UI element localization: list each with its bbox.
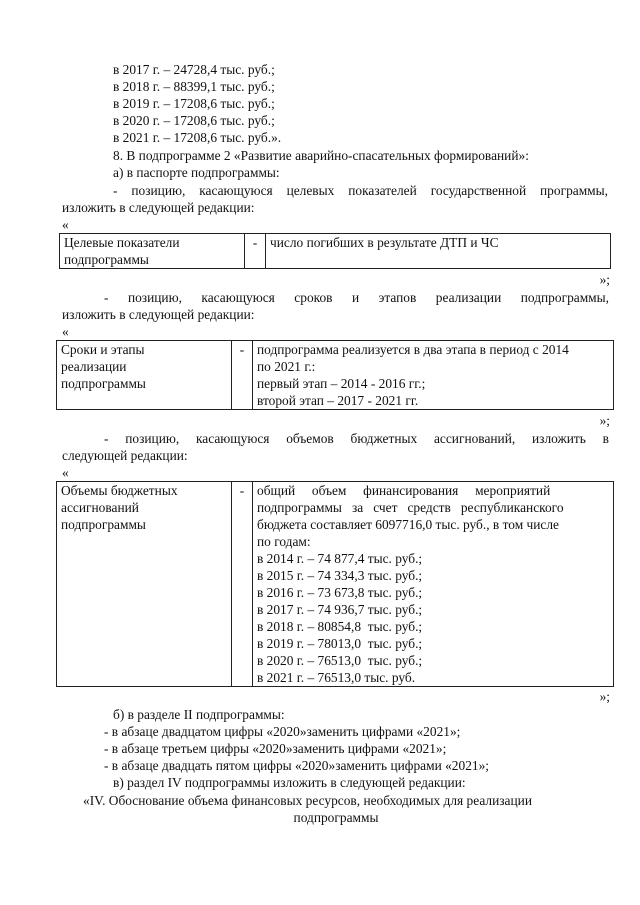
label-line: реализации bbox=[61, 359, 127, 374]
sub-item-a: а) в паспорте подпрограммы: bbox=[113, 165, 280, 180]
label-line: Объемы бюджетных bbox=[61, 483, 178, 498]
terms-intro-line1: - позицию, касающуюся сроков и этапов реализации подпрограммы, bbox=[104, 290, 609, 305]
value-line: в 2019 г. – 78013,0 тыс. руб.; bbox=[257, 636, 423, 651]
section-heading-line2: подпрограммы bbox=[293, 810, 379, 825]
value-cell bbox=[253, 341, 614, 410]
value-text: число погибших в результате ДТП и ЧС bbox=[270, 235, 499, 250]
intro-line: в 2021 г. – 17208,6 тыс. руб.». bbox=[113, 130, 282, 145]
sub-item-v: в) раздел IV подпрограммы изложить в следующей редакции: bbox=[113, 775, 466, 790]
terms-intro-line2: изложить в следующей редакции: bbox=[62, 307, 255, 322]
target-intro-line1: - позицию, касающуюся целевых показателей государственной программы, bbox=[113, 183, 608, 198]
dash-cell bbox=[232, 482, 253, 687]
value-line: второй этап – 2017 - 2021 гг. bbox=[257, 393, 419, 408]
intro-line: в 2017 г. – 24728,4 тыс. руб.; bbox=[113, 62, 275, 77]
intro-line: в 2018 г. – 88399,1 тыс. руб.; bbox=[113, 79, 275, 94]
target-indicators-table bbox=[59, 233, 611, 269]
target-intro-line2: изложить в следующей редакции: bbox=[62, 200, 255, 215]
budget-volumes-table bbox=[56, 481, 614, 687]
label-cell bbox=[60, 234, 245, 269]
value-line: по годам: bbox=[257, 534, 311, 549]
value-cell bbox=[266, 234, 611, 269]
label-cell bbox=[57, 482, 232, 687]
label-line: подпрограммы bbox=[61, 517, 146, 532]
value-line: общий объем финансирования мероприятий bbox=[257, 483, 551, 498]
b-item: - в абзаце двадцать пятом цифры «2020»заменить цифрами «2021»; bbox=[104, 758, 490, 773]
value-line: в 2020 г. – 76513,0 тыс. руб.; bbox=[257, 653, 423, 668]
value-line: в 2015 г. – 74 334,3 тыс. руб.; bbox=[257, 568, 423, 583]
open-quote: « bbox=[62, 465, 69, 480]
dash-cell bbox=[232, 341, 253, 410]
section-heading-line1: «IV. Обоснование объема финансовых ресурсов, необходимых для реализации bbox=[83, 793, 532, 808]
point-8: 8. В подпрограмме 2 «Развитие аварийно-спасательных формирований»: bbox=[113, 148, 529, 163]
close-quote: »; bbox=[599, 413, 610, 428]
close-quote: »; bbox=[599, 689, 610, 704]
value-line: в 2016 г. – 73 673,8 тыс. руб.; bbox=[257, 585, 423, 600]
label-line: ассигнований bbox=[61, 500, 139, 515]
close-quote: »; bbox=[599, 272, 610, 287]
terms-table bbox=[56, 340, 614, 410]
sub-item-b: б) в разделе II подпрограммы: bbox=[113, 707, 285, 722]
label-line: подпрограммы bbox=[64, 252, 149, 267]
intro-line: в 2020 г. – 17208,6 тыс. руб.; bbox=[113, 113, 275, 128]
dash-cell bbox=[245, 234, 266, 269]
label-cell bbox=[57, 341, 232, 410]
open-quote: « bbox=[62, 324, 69, 339]
value-line: по 2021 г.: bbox=[257, 359, 316, 374]
open-quote: « bbox=[62, 217, 69, 232]
value-cell bbox=[253, 482, 614, 687]
value-line: подпрограммы за счет средств республиканского bbox=[257, 500, 564, 515]
volume-intro-line1: - позицию, касающуюся объемов бюджетных ассигнований, изложить в bbox=[104, 431, 609, 446]
value-line: бюджета составляет 6097716,0 тыс. руб., в том числе bbox=[257, 517, 559, 532]
intro-line: в 2019 г. – 17208,6 тыс. руб.; bbox=[113, 96, 275, 111]
label-line: Целевые показатели bbox=[64, 235, 180, 250]
value-line: в 2014 г. – 74 877,4 тыс. руб.; bbox=[257, 551, 423, 566]
b-item: - в абзаце третьем цифры «2020»заменить цифрами «2021»; bbox=[104, 741, 447, 756]
value-line: первый этап – 2014 - 2016 гг.; bbox=[257, 376, 426, 391]
value-line: подпрограмма реализуется в два этапа в период с 2014 bbox=[257, 342, 569, 357]
label-line: подпрограммы bbox=[61, 376, 146, 391]
label-line: Сроки и этапы bbox=[61, 342, 145, 357]
volume-intro-line2: следующей редакции: bbox=[62, 448, 188, 463]
dash: - bbox=[239, 483, 245, 498]
value-line: в 2018 г. – 80854,8 тыс. руб.; bbox=[257, 619, 423, 634]
value-line: в 2021 г. – 76513,0 тыс. руб. bbox=[257, 670, 416, 685]
value-line: в 2017 г. – 74 936,7 тыс. руб.; bbox=[257, 602, 423, 617]
dash: - bbox=[252, 235, 258, 250]
dash: - bbox=[239, 342, 245, 357]
b-item: - в абзаце двадцатом цифры «2020»заменить цифрами «2021»; bbox=[104, 724, 461, 739]
